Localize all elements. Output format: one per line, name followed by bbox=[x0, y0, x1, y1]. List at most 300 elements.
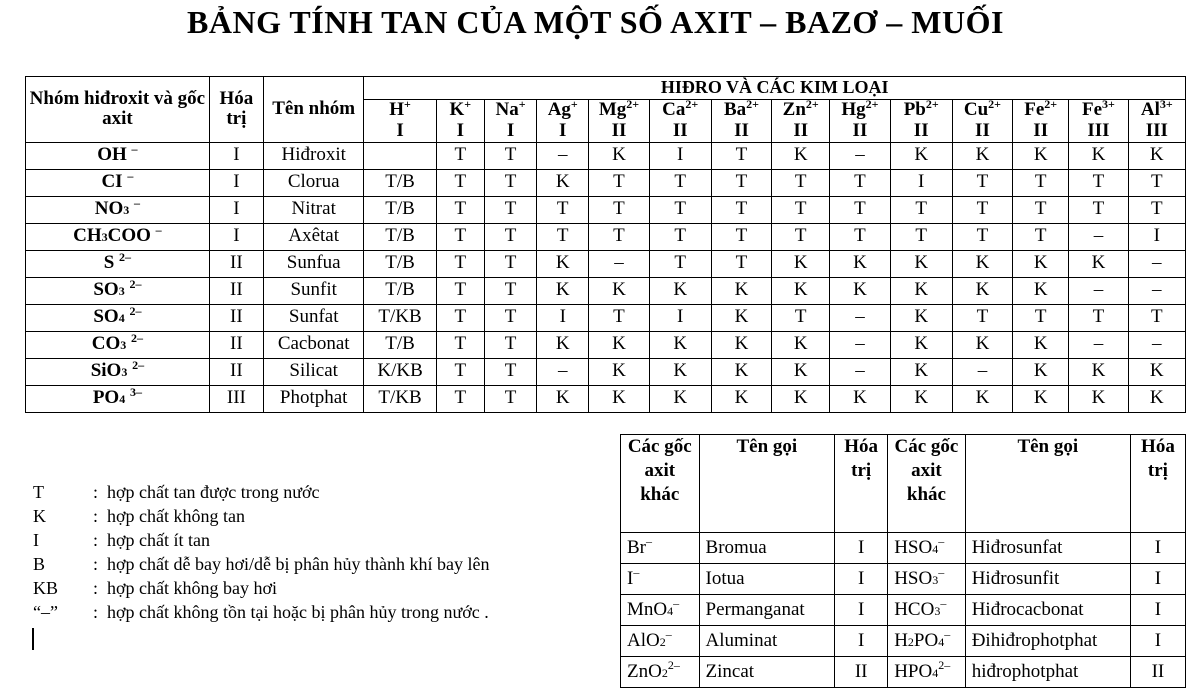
radical-base: HPO bbox=[894, 661, 933, 683]
metal-valence: III bbox=[1145, 119, 1168, 141]
solubility-cell: – bbox=[830, 142, 890, 169]
solubility-cell: – bbox=[830, 331, 890, 358]
table-row bbox=[26, 277, 1186, 304]
radical-base: ZnO bbox=[627, 661, 662, 683]
legend-colon: : bbox=[93, 506, 99, 526]
solubility-cell: T bbox=[436, 169, 484, 196]
left-radical bbox=[621, 626, 700, 657]
metal-valence: I bbox=[456, 119, 464, 141]
metal-charge: + bbox=[570, 97, 578, 111]
group-valence: III bbox=[209, 385, 263, 412]
metal-header-8 bbox=[830, 97, 890, 143]
solubility-cell: T bbox=[1128, 196, 1185, 223]
legend-text: hợp chất tan được trong nước bbox=[107, 482, 320, 502]
solubility-cell: T bbox=[436, 331, 484, 358]
solubility-cell: T bbox=[649, 223, 711, 250]
solubility-cell: T bbox=[436, 304, 484, 331]
radical-subscript: 3 bbox=[934, 604, 941, 619]
radical-subscript: 2 bbox=[661, 666, 668, 681]
solubility-cell: K bbox=[772, 358, 830, 385]
solubility-cell: T bbox=[589, 223, 649, 250]
solubility-cell: K bbox=[1013, 250, 1069, 277]
solubility-cell: K bbox=[589, 277, 649, 304]
group-valence: II bbox=[209, 331, 263, 358]
solubility-cell: T bbox=[711, 250, 771, 277]
solubility-cell: K bbox=[1069, 358, 1128, 385]
metal-charge: 2+ bbox=[685, 97, 699, 111]
solubility-cell: T bbox=[589, 304, 649, 331]
group-name: Clorua bbox=[263, 169, 363, 196]
solubility-cell: K bbox=[1128, 385, 1185, 412]
solubility-cell: T bbox=[1069, 169, 1128, 196]
solubility-cell: – bbox=[952, 358, 1012, 385]
metal-charge: 2+ bbox=[1044, 97, 1058, 111]
metal-symbol: Fe bbox=[1024, 99, 1045, 120]
legend-text: hợp chất không bay hơi bbox=[107, 578, 278, 598]
group-valence: I bbox=[209, 142, 263, 169]
metal-charge: + bbox=[464, 97, 472, 111]
group-subscript: 3 bbox=[120, 338, 127, 353]
radical-base: HCO bbox=[894, 599, 935, 621]
solubility-cell: T bbox=[436, 196, 484, 223]
solubility-cell: K bbox=[537, 250, 589, 277]
group-formula bbox=[26, 277, 210, 304]
group-name: Nitrat bbox=[263, 196, 363, 223]
solubility-cell: T bbox=[772, 196, 830, 223]
right-name: hiđrophotphat bbox=[965, 657, 1130, 688]
solubility-cell: K bbox=[890, 358, 952, 385]
solubility-cell: T bbox=[772, 223, 830, 250]
radical-base: Br bbox=[627, 537, 646, 559]
metal-symbol: Fe bbox=[1081, 99, 1103, 120]
right-radical bbox=[888, 626, 966, 657]
metal-valence: I bbox=[396, 119, 404, 141]
solubility-cell: T bbox=[711, 196, 771, 223]
other-table-row bbox=[621, 533, 1186, 564]
solubility-cell: I bbox=[537, 304, 589, 331]
group-base: CH bbox=[73, 225, 102, 247]
metal-symbol: Ca bbox=[662, 99, 686, 120]
table-row bbox=[26, 358, 1186, 385]
group-name: Cacbonat bbox=[263, 331, 363, 358]
legend-symbol: I bbox=[33, 530, 39, 550]
solubility-cell: T bbox=[772, 169, 830, 196]
solubility-cell: T bbox=[484, 277, 536, 304]
other-radicals-table bbox=[620, 434, 1186, 688]
solubility-cell: K bbox=[711, 304, 771, 331]
solubility-cell: K bbox=[1128, 358, 1185, 385]
group-subscript: 4 bbox=[119, 392, 126, 407]
solubility-cell: K bbox=[649, 277, 711, 304]
left-radical bbox=[621, 564, 700, 595]
solubility-cell: K bbox=[890, 385, 952, 412]
solubility-cell: T bbox=[830, 196, 890, 223]
group-valence: I bbox=[209, 196, 263, 223]
solubility-cell: K bbox=[649, 358, 711, 385]
legend-colon: : bbox=[93, 554, 99, 574]
legend-colon: : bbox=[93, 482, 99, 502]
group-valence: II bbox=[209, 358, 263, 385]
metal-header-0 bbox=[364, 97, 436, 143]
metal-charge: 3+ bbox=[1102, 97, 1115, 111]
group-base: SiO bbox=[90, 360, 122, 382]
radical-charge: – bbox=[665, 627, 672, 642]
radical-charge: – bbox=[938, 565, 945, 580]
left-name: Bromua bbox=[699, 533, 835, 564]
legend-item bbox=[33, 576, 489, 600]
solubility-cell: K bbox=[537, 169, 589, 196]
group-base: CO bbox=[91, 333, 121, 355]
legend-colon: : bbox=[93, 530, 99, 550]
left-valence: I bbox=[835, 595, 888, 626]
solubility-cell: K bbox=[1069, 142, 1128, 169]
group-base: CI bbox=[101, 171, 123, 193]
solubility-cell: T bbox=[711, 169, 771, 196]
left-radical bbox=[621, 657, 700, 688]
metal-valence: III bbox=[1087, 119, 1110, 141]
group-subscript: 3 bbox=[118, 284, 125, 299]
solubility-cell: K bbox=[537, 277, 589, 304]
solubility-cell: K bbox=[1013, 385, 1069, 412]
table-row bbox=[26, 331, 1186, 358]
group-subscript: 4 bbox=[118, 311, 125, 326]
solubility-cell: T bbox=[589, 169, 649, 196]
metal-charge: 3+ bbox=[1159, 97, 1173, 111]
radical-col-header-right: Các gốc axit khác bbox=[888, 435, 966, 533]
metal-header-12 bbox=[1069, 97, 1128, 143]
group-charge: 2– bbox=[131, 331, 143, 346]
metal-header-1 bbox=[436, 97, 484, 143]
legend-symbol: T bbox=[33, 482, 44, 502]
solubility-cell: T bbox=[484, 385, 536, 412]
other-header-row bbox=[621, 435, 1186, 533]
group-charge: 2– bbox=[119, 250, 132, 265]
group-formula bbox=[26, 385, 210, 412]
other-table-row bbox=[621, 595, 1186, 626]
metal-symbol: Zn bbox=[782, 99, 806, 120]
solubility-cell: I bbox=[1128, 223, 1185, 250]
group-base: S bbox=[103, 252, 115, 274]
radical-charge: – bbox=[938, 534, 945, 549]
solubility-cell: K bbox=[589, 142, 649, 169]
left-name: Iotua bbox=[699, 564, 835, 595]
left-name: Aluminat bbox=[699, 626, 835, 657]
metal-valence: II bbox=[793, 119, 809, 141]
radical-charge: – bbox=[633, 565, 640, 580]
solubility-cell: K bbox=[589, 358, 649, 385]
group-formula bbox=[26, 196, 210, 223]
solubility-cell: T/B bbox=[364, 223, 436, 250]
legend-item bbox=[33, 528, 489, 552]
metal-charge: 2+ bbox=[865, 97, 879, 111]
table-row bbox=[26, 304, 1186, 331]
metal-symbol: Al bbox=[1140, 99, 1160, 120]
solubility-cell: – bbox=[1069, 331, 1128, 358]
solubility-cell: T bbox=[484, 142, 536, 169]
solubility-cell: T bbox=[952, 196, 1012, 223]
solubility-cell: T bbox=[484, 169, 536, 196]
radical-subscript: 4 bbox=[667, 604, 674, 619]
solubility-cell: K bbox=[1069, 250, 1128, 277]
solubility-cell: T bbox=[830, 223, 890, 250]
radical-subscript-2: 4 bbox=[938, 635, 945, 650]
radical-charge: – bbox=[940, 596, 947, 611]
metal-charge: 2+ bbox=[925, 97, 939, 111]
metal-header-3 bbox=[537, 97, 589, 143]
solubility-cell bbox=[364, 142, 436, 169]
solubility-cell: K bbox=[589, 331, 649, 358]
right-radical bbox=[888, 533, 966, 564]
solubility-cell: T bbox=[436, 277, 484, 304]
group-formula bbox=[26, 169, 210, 196]
right-radical bbox=[888, 657, 966, 688]
metal-header-13 bbox=[1128, 97, 1185, 143]
text-cursor bbox=[32, 628, 34, 650]
metal-charge: 2+ bbox=[746, 97, 759, 111]
right-valence: II bbox=[1130, 657, 1185, 688]
table-row bbox=[26, 196, 1186, 223]
metal-charge: + bbox=[518, 97, 526, 111]
solubility-cell: K bbox=[1128, 142, 1185, 169]
metal-symbol: Cu bbox=[963, 99, 989, 120]
group-formula bbox=[26, 358, 210, 385]
solubility-cell: T/KB bbox=[364, 385, 436, 412]
right-radical bbox=[888, 595, 966, 626]
group-base: SO bbox=[93, 279, 119, 301]
left-valence: I bbox=[835, 564, 888, 595]
legend-text: hợp chất không tồn tại hoặc bị phân hủy trong nước . bbox=[107, 602, 489, 622]
legend-colon: : bbox=[93, 578, 99, 598]
radical-base-after: PO bbox=[913, 630, 939, 652]
solubility-cell: – bbox=[1128, 250, 1185, 277]
group-name: Photphat bbox=[263, 385, 363, 412]
left-radical bbox=[621, 595, 700, 626]
metal-charge: + bbox=[404, 97, 411, 111]
group-charge: – bbox=[155, 223, 162, 238]
table-row bbox=[26, 250, 1186, 277]
legend-item bbox=[33, 504, 489, 528]
metals-header: HIĐRO VÀ CÁC KIM LOẠI bbox=[364, 77, 1186, 100]
group-charge: 3– bbox=[129, 385, 142, 400]
page-title: BẢNG TÍNH TAN CỦA MỘT SỐ AXIT – BAZƠ – MUỐI bbox=[187, 4, 1004, 40]
table-row bbox=[26, 142, 1186, 169]
metal-header-7 bbox=[772, 97, 830, 143]
group-name: Sunfua bbox=[263, 250, 363, 277]
solubility-cell: T bbox=[1013, 304, 1069, 331]
solubility-cell: T/B bbox=[364, 196, 436, 223]
solubility-cell: T bbox=[436, 250, 484, 277]
group-charge: – bbox=[134, 196, 140, 211]
solubility-cell: K bbox=[649, 385, 711, 412]
radical-subscript: 2 bbox=[907, 635, 914, 650]
group-charge: 2– bbox=[132, 358, 145, 373]
solubility-cell: T bbox=[1069, 196, 1128, 223]
group-valence: II bbox=[209, 250, 263, 277]
radical-base: HSO bbox=[894, 568, 933, 590]
group-valence: I bbox=[209, 169, 263, 196]
solubility-cell: T bbox=[1013, 196, 1069, 223]
legend-text: hợp chất không tan bbox=[107, 506, 245, 526]
group-formula bbox=[26, 331, 210, 358]
solubility-cell: K bbox=[890, 277, 952, 304]
solubility-cell: K bbox=[772, 385, 830, 412]
radical-base: AlO bbox=[627, 630, 660, 652]
metal-header-4 bbox=[589, 97, 649, 143]
metal-valence: II bbox=[734, 119, 749, 141]
solubility-cell: K bbox=[952, 142, 1012, 169]
solubility-cell: – bbox=[830, 304, 890, 331]
solubility-cell: – bbox=[1069, 223, 1128, 250]
solubility-cell: – bbox=[1069, 277, 1128, 304]
solubility-cell: T/B bbox=[364, 331, 436, 358]
legend-text: hợp chất ít tan bbox=[107, 530, 210, 550]
solubility-cell: T bbox=[890, 223, 952, 250]
solubility-cell: K bbox=[711, 331, 771, 358]
right-valence: I bbox=[1130, 533, 1185, 564]
metal-valence: II bbox=[975, 119, 990, 141]
right-name: Đihiđrophotphat bbox=[965, 626, 1130, 657]
group-name: Sunfit bbox=[263, 277, 363, 304]
solubility-cell: K bbox=[890, 142, 952, 169]
legend-symbol: “–” bbox=[33, 602, 58, 622]
group-subscript: 3 bbox=[121, 365, 128, 380]
group-valence: I bbox=[209, 223, 263, 250]
group-charge: – bbox=[127, 169, 134, 184]
table-row bbox=[26, 223, 1186, 250]
solubility-cell: – bbox=[537, 142, 589, 169]
left-name: Zincat bbox=[699, 657, 835, 688]
solubility-cell: T bbox=[484, 358, 536, 385]
metal-header-11 bbox=[1013, 97, 1069, 143]
group-charge: 2– bbox=[129, 304, 142, 319]
group-base: PO bbox=[92, 387, 120, 409]
solubility-cell: – bbox=[830, 358, 890, 385]
other-table-row bbox=[621, 626, 1186, 657]
solubility-cell: K bbox=[952, 385, 1012, 412]
metal-symbol: Ba bbox=[723, 99, 747, 120]
group-name: Sunfat bbox=[263, 304, 363, 331]
solubility-cell: T bbox=[1013, 223, 1069, 250]
radical-subscript: 2 bbox=[659, 635, 666, 650]
right-name: Hiđrocacbonat bbox=[965, 595, 1130, 626]
solubility-cell: K bbox=[772, 331, 830, 358]
metal-symbol: Ag bbox=[547, 99, 571, 120]
name-col-header: Tên nhóm bbox=[263, 77, 363, 143]
solubility-cell: K bbox=[952, 250, 1012, 277]
name-col-header-right: Tên gọi bbox=[965, 435, 1130, 533]
valence-col-header-right: Hóa trị bbox=[1130, 435, 1185, 533]
solubility-cell: T/B bbox=[364, 277, 436, 304]
solubility-cell: K bbox=[830, 277, 890, 304]
solubility-cell: T bbox=[1013, 169, 1069, 196]
solubility-cell: K bbox=[711, 277, 771, 304]
solubility-cell: T/B bbox=[364, 169, 436, 196]
metal-header-5 bbox=[649, 97, 711, 143]
solubility-cell: T bbox=[484, 196, 536, 223]
solubility-cell: K bbox=[772, 142, 830, 169]
group-base: SO bbox=[93, 306, 119, 328]
right-name: Hiđrosunfat bbox=[965, 533, 1130, 564]
solubility-cell: – bbox=[589, 250, 649, 277]
metal-header-6 bbox=[711, 97, 771, 143]
metal-symbol: K bbox=[449, 99, 465, 120]
legend-item bbox=[33, 480, 489, 504]
group-base: OH bbox=[97, 144, 127, 166]
solubility-cell: K bbox=[537, 385, 589, 412]
metal-symbol: Mg bbox=[598, 99, 627, 120]
radical-charge: – bbox=[673, 596, 680, 611]
solubility-cell: K bbox=[830, 385, 890, 412]
solubility-cell: K/KB bbox=[364, 358, 436, 385]
solubility-cell: T bbox=[537, 196, 589, 223]
solubility-cell: K bbox=[649, 331, 711, 358]
solubility-cell: T bbox=[952, 304, 1012, 331]
left-valence: I bbox=[835, 533, 888, 564]
solubility-cell: T bbox=[484, 223, 536, 250]
right-name: Hiđrosunfit bbox=[965, 564, 1130, 595]
radical-subscript: 4 bbox=[932, 542, 939, 557]
metal-charge: 2+ bbox=[626, 97, 640, 111]
radical-base: HSO bbox=[894, 537, 933, 559]
name-col-header-left: Tên gọi bbox=[699, 435, 835, 533]
solubility-cell: T bbox=[711, 142, 771, 169]
legend-symbol: B bbox=[33, 554, 46, 574]
solubility-cell: T bbox=[537, 223, 589, 250]
solubility-cell: K bbox=[890, 250, 952, 277]
solubility-cell: K bbox=[1013, 142, 1069, 169]
solubility-cell: T bbox=[1128, 169, 1185, 196]
solubility-cell: T bbox=[589, 196, 649, 223]
solubility-cell: I bbox=[890, 169, 952, 196]
solubility-cell: T bbox=[1128, 304, 1185, 331]
group-name: Hiđroxit bbox=[263, 142, 363, 169]
metals-header-row bbox=[26, 77, 1186, 100]
metal-valence: II bbox=[611, 119, 627, 141]
left-valence: II bbox=[835, 657, 888, 688]
solubility-cell: – bbox=[1128, 277, 1185, 304]
metal-charge: 2+ bbox=[988, 97, 1002, 111]
radical-subscript: 3 bbox=[932, 573, 939, 588]
solubility-cell: T bbox=[436, 358, 484, 385]
radical-charge: – bbox=[944, 627, 951, 642]
solubility-cell: T bbox=[484, 331, 536, 358]
metal-valence: I bbox=[559, 119, 567, 141]
solubility-cell: T bbox=[952, 223, 1012, 250]
metal-valence: II bbox=[852, 119, 868, 141]
solubility-cell: T bbox=[772, 304, 830, 331]
solubility-cell: K bbox=[772, 277, 830, 304]
metal-symbol: Pb bbox=[903, 99, 926, 120]
group-valence: II bbox=[209, 277, 263, 304]
group-formula bbox=[26, 223, 210, 250]
group-base: NO bbox=[94, 198, 124, 220]
metal-header-10 bbox=[952, 97, 1012, 143]
solubility-cell: K bbox=[1013, 331, 1069, 358]
group-subscript: 3 bbox=[123, 203, 130, 218]
radical-charge: 2– bbox=[667, 658, 680, 673]
solubility-cell: T bbox=[484, 250, 536, 277]
radical-charge: 2– bbox=[938, 658, 951, 673]
metal-charge: 2+ bbox=[805, 97, 819, 111]
metal-symbol: H bbox=[389, 99, 405, 120]
solubility-cell: K bbox=[1069, 385, 1128, 412]
solubility-cell: K bbox=[952, 331, 1012, 358]
radical-base: I bbox=[627, 568, 634, 590]
solubility-cell: K bbox=[772, 250, 830, 277]
group-formula bbox=[26, 142, 210, 169]
table-row bbox=[26, 385, 1186, 412]
solubility-cell: K bbox=[952, 277, 1012, 304]
